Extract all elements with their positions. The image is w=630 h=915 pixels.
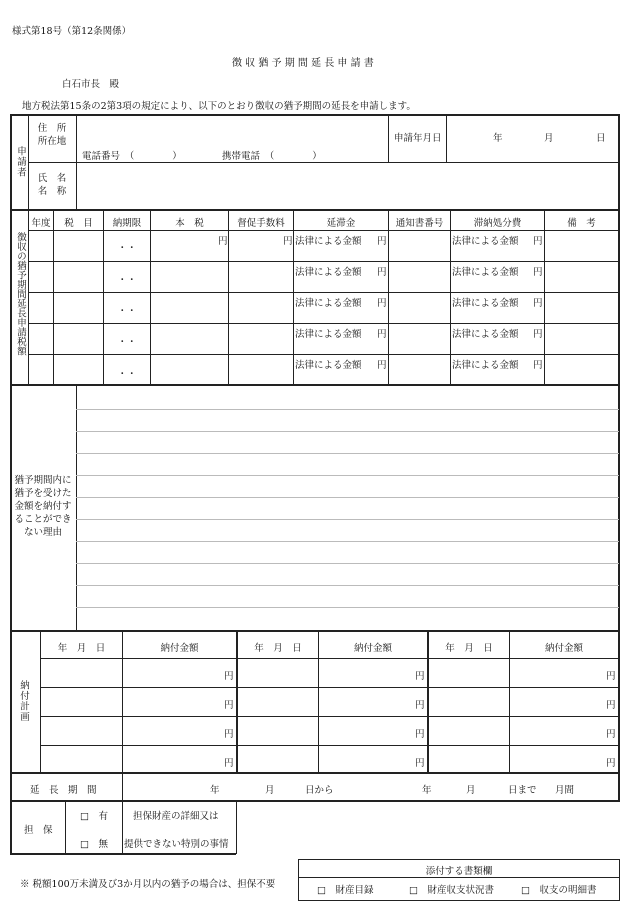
plan-amount-header: 納付金額 bbox=[160, 643, 199, 654]
disposition-yen: 円 bbox=[533, 267, 543, 278]
phone-label: 電話番号 （ ） bbox=[82, 151, 182, 162]
address-label: 住 所 所在地 bbox=[37, 123, 67, 147]
disposition-yen: 円 bbox=[533, 360, 543, 371]
disposition-legal-amount: 法律による金額 bbox=[452, 329, 519, 340]
ext-to-year: 年 bbox=[422, 785, 432, 796]
address-field[interactable] bbox=[80, 118, 380, 144]
late-legal-amount: 法律による金額 bbox=[295, 360, 362, 371]
applicant-section-label: 申請者 bbox=[15, 146, 26, 178]
plan-yen: 円 bbox=[415, 729, 425, 740]
late-legal-amount: 法律による金額 bbox=[295, 298, 362, 309]
ext-to-day: 日まで bbox=[508, 785, 537, 796]
col-header-year: 年度 bbox=[31, 218, 51, 229]
plan-date-header: 年 月 日 bbox=[57, 643, 106, 654]
plan-yen: 円 bbox=[606, 729, 616, 740]
late-legal-amount: 法律による金額 bbox=[295, 236, 362, 247]
col-header-disposition-fee: 滞納処分費 bbox=[473, 218, 522, 229]
plan-amount-header: 納付金額 bbox=[353, 643, 392, 654]
collateral-no-checkbox[interactable]: □ 無 bbox=[80, 839, 108, 850]
collateral-label: 担 保 bbox=[24, 825, 53, 836]
late-yen: 円 bbox=[377, 236, 387, 247]
page-title: 徴 収 猶 予 期 間 延 長 申 請 書 bbox=[232, 58, 374, 69]
attachments-box bbox=[298, 859, 620, 901]
ext-months: 月間 bbox=[555, 785, 575, 796]
plan-date-header: 年 月 日 bbox=[445, 643, 493, 654]
name-field[interactable] bbox=[80, 166, 610, 206]
addressee: 白石市長 殿 bbox=[62, 79, 120, 90]
attachment-asset-list[interactable]: □ 財産目録 bbox=[317, 885, 374, 896]
late-yen: 円 bbox=[377, 298, 387, 309]
reason-label: 猶予期間内に猶予を受けた金額を納付することができない理由 bbox=[14, 475, 72, 538]
attachment-income-detail[interactable]: □ 収支の明細書 bbox=[521, 885, 597, 896]
late-yen: 円 bbox=[377, 267, 387, 278]
tax-section-label: 徴収の猶予期間延長申請税額 bbox=[15, 232, 26, 356]
mobile-label: 携帯電話 （ ） bbox=[222, 151, 322, 162]
plan-amount-header: 納付金額 bbox=[544, 643, 583, 654]
plan-yen: 円 bbox=[415, 700, 425, 711]
col-header-fee: 督促手数料 bbox=[237, 218, 285, 229]
name-label: 氏 名 名 称 bbox=[37, 173, 67, 197]
late-legal-amount: 法律による金額 bbox=[295, 267, 362, 278]
col-header-tax-item: 税 目 bbox=[64, 218, 93, 229]
disposition-legal-amount: 法律による金額 bbox=[452, 267, 519, 278]
deadline-dots: ・・ bbox=[117, 306, 137, 317]
plan-date-header: 年 月 日 bbox=[254, 643, 302, 654]
plan-yen: 円 bbox=[224, 758, 234, 769]
col-header-late-charge: 延滞金 bbox=[326, 218, 356, 229]
ext-from-month: 月 bbox=[265, 785, 275, 796]
form-id: 様式第18号（第12条関係） bbox=[12, 26, 132, 37]
col-header-notice-number: 通知書番号 bbox=[395, 218, 444, 229]
date-day-label: 日 bbox=[596, 133, 606, 144]
fee-yen: 円 bbox=[283, 236, 293, 247]
ext-to-month: 月 bbox=[466, 785, 476, 796]
plan-yen: 円 bbox=[224, 700, 234, 711]
date-month-label: 月 bbox=[544, 133, 554, 144]
disposition-legal-amount: 法律による金額 bbox=[452, 236, 519, 247]
plan-yen: 円 bbox=[415, 758, 425, 769]
disposition-yen: 円 bbox=[533, 298, 543, 309]
payment-plan-label: 納付計画 bbox=[18, 680, 29, 722]
application-date-label: 申請年月日 bbox=[394, 133, 442, 144]
disposition-yen: 円 bbox=[533, 236, 543, 247]
deadline-dots: ・・ bbox=[117, 337, 137, 348]
disposition-legal-amount: 法律による金額 bbox=[452, 298, 519, 309]
plan-yen: 円 bbox=[606, 671, 616, 682]
disposition-legal-amount: 法律による金額 bbox=[452, 360, 519, 371]
date-year-label: 年 bbox=[493, 133, 503, 144]
plan-yen: 円 bbox=[224, 671, 234, 682]
col-header-principal: 本 税 bbox=[175, 218, 204, 229]
extension-label: 延 長 期 間 bbox=[30, 785, 97, 796]
collateral-yes-checkbox[interactable]: □ 有 bbox=[80, 811, 108, 822]
late-legal-amount: 法律による金額 bbox=[295, 329, 362, 340]
plan-yen: 円 bbox=[224, 729, 234, 740]
col-header-deadline: 納期限 bbox=[112, 218, 142, 229]
intro-text: 地方税法第15条の2第3項の規定により、以下のとおり徴収の猶予期間の延長を申請します。 bbox=[22, 101, 416, 112]
deadline-dots: ・・ bbox=[117, 369, 137, 380]
plan-yen: 円 bbox=[415, 671, 425, 682]
plan-yen: 円 bbox=[606, 758, 616, 769]
deadline-dots: ・・ bbox=[117, 275, 137, 286]
collateral-detail-label-1: 担保財産の詳細又は bbox=[133, 811, 219, 822]
deadline-dots: ・・ bbox=[117, 243, 137, 254]
collateral-detail-label-2: 提供できない特別の事情 bbox=[124, 839, 229, 850]
late-yen: 円 bbox=[377, 360, 387, 371]
col-header-remarks: 備 考 bbox=[567, 218, 596, 229]
footnote: ※ 税額100万未満及び3か月以内の猶予の場合は、担保不要 bbox=[20, 879, 276, 890]
ext-from-year: 年 bbox=[210, 785, 220, 796]
ext-from-day: 日から bbox=[305, 785, 334, 796]
attachments-title: 添付する書類欄 bbox=[425, 866, 493, 877]
disposition-yen: 円 bbox=[533, 329, 543, 340]
plan-yen: 円 bbox=[606, 700, 616, 711]
late-yen: 円 bbox=[377, 329, 387, 340]
attachment-finance-status[interactable]: □ 財産収支状況書 bbox=[409, 885, 494, 896]
principal-yen: 円 bbox=[218, 236, 228, 247]
reason-text-area[interactable] bbox=[78, 388, 616, 628]
